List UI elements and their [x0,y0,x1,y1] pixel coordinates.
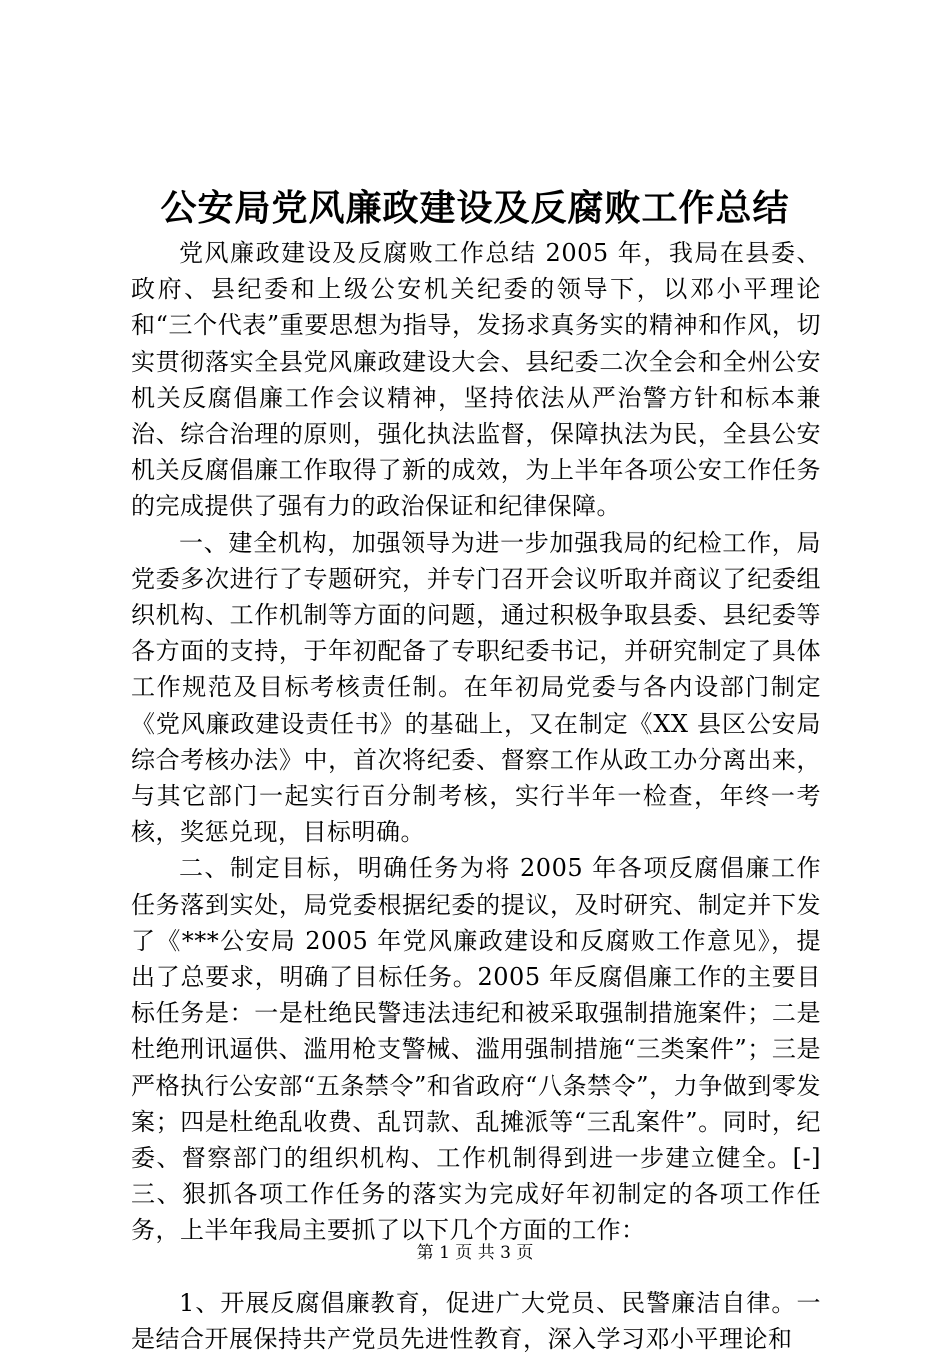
document-title: 公安局党风廉政建设及反腐败工作总结 [160,187,790,229]
paragraph-item-1: 1、开展反腐倡廉教育，促进广大党员、民警廉洁自律。一是结合开展保持共产党员先进性教育，深入学习邓小平理论和 [131,1288,821,1353]
paragraph-section-2: 二、制定目标，明确任务为将 2005 年各项反腐倡廉工作任务落到实处，局党委根据纪委的提议，及时研究、制定并下发了《***公安局 2005 年党风廉政建设和反腐败工作意见》，提出了总要求，明确了目标任务。2005 年反腐倡廉工作的主要目标任务是：一是杜绝民警违法违纪和被采取强制措施案件；二是杜绝刑讯逼供、滥用枪支警械、滥用强制措施“三类案件”；三是严格执行公安部“五条禁令”和省政府“八条禁令”，力争做到零发案；四是杜绝乱收费、乱罚款、乱摊派等“三乱案件”。同时，纪委、督察部门的组织机构、工作机制得到进一步建立健全。[-]三、狠抓各项工作任务的落实为完成好年初制定的各项工作任务，上半年我局主要抓了以下几个方面的工作： [131,854,821,1245]
document-body [131,235,821,1357]
page-footer: 第 1 页 共 3 页 [416,1243,534,1263]
paragraph-intro: 党风廉政建设及反腐败工作总结 2005 年，我局在县委、政府、县纪委和上级公安机关纪委的领导下，以邓小平理论和“三个代表”重要思想为指导，发扬求真务实的精神和作风，切实贯彻落实全县党风廉政建设大会、县纪委二次全会和全州公安机关反腐倡廉工作会议精神，坚持依法从严治警方针和标本兼治、综合治理的原则，强化执法监督，保障执法为民，全县公安机关反腐倡廉工作取得了新的成效，为上半年各项公安工作任务的完成提供了强有力的政治保证和纪律保障。 [131,239,821,521]
paragraph-section-1: 一、建全机构，加强领导为进一步加强我局的纪检工作，局党委多次进行了专题研究，并专门召开会议听取并商议了纪委组织机构、工作机制等方面的问题，通过积极争取县委、县纪委等各方面的支持，于年初配备了专职纪委书记，并研究制定了具体工作规范及目标考核责任制。在年初局党委与各内设部门制定《党风廉政建设责任书》的基础上，又在制定《XX 县区公安局综合考核办法》中，首次将纪委、督察工作从政工办分离出来，与其它部门一起实行百分制考核，实行半年一检查，年终一考核，奖惩兑现，目标明确。 [131,528,821,847]
